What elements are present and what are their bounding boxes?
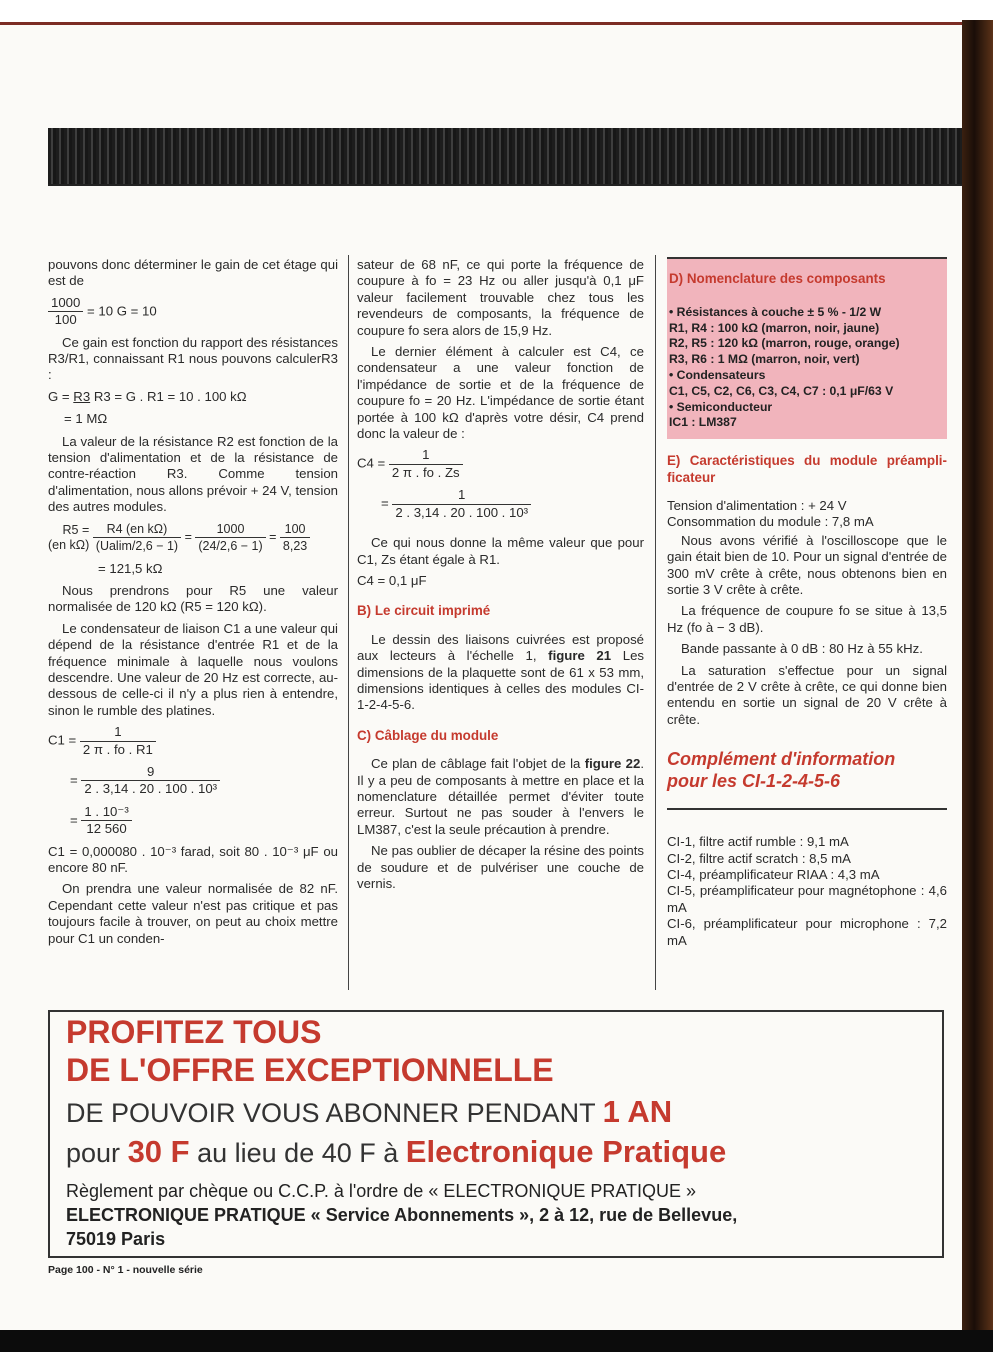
ad-address: ELECTRONIQUE PRATIQUE « Service Abonnements », 2 à 12, rue de Bellevue, [66, 1205, 738, 1225]
denominator: 2 π . fo . R1 [82, 741, 153, 757]
highlight: 30 F [127, 1134, 190, 1169]
equation-text: (en kΩ) [48, 537, 90, 552]
complement-heading [667, 748, 947, 810]
top-rule [0, 22, 993, 70]
equation-text: R3 = G . R1 = 10 . 100 kΩ [93, 388, 247, 404]
numerator: 1 [389, 447, 463, 464]
column-3 [667, 257, 947, 949]
list-item: CI-4, préamplificateur RIAA : 4,3 mA [667, 867, 880, 883]
numerator: 1 [80, 724, 156, 741]
subscription-ad [48, 1010, 944, 1258]
denominator: 2 π . fo . Zs [391, 464, 460, 480]
numerator: 1 . 10⁻³ [81, 804, 131, 821]
ad-line [66, 1096, 672, 1129]
list-item: • Résistances à couche ± 5 % - 1/2 W [669, 304, 882, 319]
list-item: CI-5, préamplificateur pour magnétophone : 4,6 mA [667, 883, 947, 915]
numerator: 1000 [51, 294, 81, 310]
highlight: 1 AN [602, 1094, 673, 1129]
paragraph: Nous avons vérifié à l'oscilloscope que le gain était bien de 10. Pour un signal d'entrée de 300 mV crête à crête, nous obtenons bien en sortie 3 V crête à crête. [667, 532, 947, 598]
numerator: R4 (en kΩ) [93, 521, 181, 538]
figure-ref: figure 22 [584, 756, 641, 772]
text: au lieu de 40 F à [197, 1138, 399, 1168]
paragraph: La fréquence de coupure fo se situe à 13,5 Hz (fo à − 3 dB). [667, 603, 947, 635]
equation-c4 [357, 447, 644, 481]
list-item: C1, C5, C2, C6, C3, C4, C7 : 0,1 μF/63 V [669, 383, 894, 398]
text: DE POUVOIR VOUS ABONNER PENDANT [66, 1098, 596, 1128]
list-item: • Semiconducteur [669, 399, 773, 414]
equation-c4-step: = $\frac{1}{\text{2 . 3,14 . 20 . 100 . 10³}}$ [357, 487, 644, 521]
equation-result: C4 = 0,1 μF [357, 572, 427, 588]
paragraph: La saturation s'effectue pour un signal d'entrée de 2 V crête à crête, ce qui donne bien entendu en sortie un signal de 20 V crête à crête. [667, 662, 947, 727]
list-item: IC1 : LM387 [669, 415, 737, 430]
equation-result: = 1 MΩ [64, 411, 108, 427]
text: pour [66, 1138, 121, 1168]
equation-g [48, 389, 338, 405]
denominator: 2 . 3,14 . 20 . 100 . 10³ [84, 781, 218, 797]
paragraph: Ce qui nous donne la même valeur que pour C1, Zs étant égale à R1. [357, 535, 644, 567]
top-margin [0, 0, 993, 22]
equation-text: C1 = [48, 732, 77, 748]
paragraph [357, 632, 644, 714]
denominator: 8,23 [282, 539, 308, 554]
section-heading-c: C) Câblage du module [357, 727, 499, 743]
list-item: CI-6, préamplificateur pour microphone : 7,2 mA [667, 916, 947, 948]
equation-c1 [48, 724, 338, 758]
paragraph: sateur de 68 nF, ce qui porte la fréquence de coupure à fo = 23 Hz ou aller jusqu'à 0,1 μF valeur facilement trouvable chez tous les revendeurs de composants, la fréquence de coupure fo sera alors de 15,9 Hz. [357, 257, 644, 338]
spec-line: Consommation du module : 7,8 mA [667, 514, 874, 530]
ad-headline: DE L'OFFRE EXCEPTIONNELLE [66, 1052, 554, 1088]
equation-c1-step: = $\frac{9}{\text{2 . 3,14 . 20 . 100 . 10³}}$ [48, 764, 338, 798]
list-item: CI-1, filtre actif rumble : 9,1 mA [667, 834, 849, 850]
ad-address: 75019 Paris [66, 1229, 166, 1249]
paragraph: Le dernier élément à calculer est C4, ce condensateur a une valeur fonction de l'impédance de sortie et de la fréquence de coupure fo = 20 Hz. L'impédance de sortie étant portée à 100 kΩ d'après votre désir, C4 prend donc la valeur de : [357, 344, 644, 442]
equation-text: C4 = [357, 455, 386, 471]
text: Les dimensions de la plaquette sont de 61 x 53 mm, dimensions identiques à celles des modules CI-1-2-4-5-6. [357, 648, 645, 713]
paragraph [357, 756, 644, 838]
column-divider [348, 255, 349, 990]
column-divider [655, 255, 656, 990]
figure-ref: figure 21 [548, 648, 612, 664]
text: . Il y a peu de composants à mettre en place et la nomenclature détaillée permet d'éviter toute erreur. Surtout ne pas souder à l'envers le LM387, c'est la seule précaution à prendre. [357, 756, 645, 837]
equation-result: = 121,5 kΩ [98, 560, 163, 576]
magazine-name: Electronique Pratique [405, 1134, 727, 1169]
paragraph: On prendra une valeur normalisée de 82 nF. Cependant cette valeur n'est pas critique et pas toujours facile à trouver, on peut au choix mettre pour C1 un conden- [48, 881, 338, 946]
equation-r5: R5 = (en kΩ) $\frac{\text{R4 (en kΩ)}}{(Ualim/2,6 - 1)}$ = $\frac{1000}{(24/2,6 - 1)}$ = $\frac{100}{8,23}$ [48, 521, 338, 555]
equation-c1-step: = $\frac{\text{1 . 10⁻³}}{12 560}$ [48, 804, 338, 838]
numerator: 1000 [195, 521, 265, 538]
text: Ce plan de câblage fait l'objet de la [371, 756, 581, 772]
nomenclature-box [667, 257, 947, 439]
section-heading-d: D) Nomenclature des composants [669, 271, 886, 286]
paragraph: Le condensateur de liaison C1 a une valeur qui dépend de la résistance d'entrée R1 et de la fréquence minimale à laquelle nous voulons descendre. Une valeur de 20 Hz est correcte, au-dessous de celle-ci il n'y a plus rien à entendre, sinon le rumble des platines. [48, 620, 338, 718]
paragraph: Ce gain est fonction du rapport des résistances R3/R1, connaissant R1 nous pouvons calculerR3 : [48, 334, 338, 383]
equation-text: R5 = [62, 522, 90, 537]
bottom-margin [0, 1330, 993, 1352]
paragraph: La valeur de la résistance R2 est fonction de la tension d'alimentation et de la résistance de contre-réaction R3. Comme tension d'alimentation, nous allons prévoir + 24 V, tension des autres modules. [48, 433, 338, 515]
list-item: R2, R5 : 120 kΩ (marron, rouge, orange) [669, 336, 900, 351]
list-item: R3, R6 : 1 MΩ (marron, noir, vert) [669, 352, 860, 367]
ad-payment: Règlement par chèque ou C.C.P. à l'ordre de « ELECTRONIQUE PRATIQUE » [66, 1181, 697, 1201]
header-band [48, 128, 966, 186]
list-item: • Condensateurs [669, 367, 766, 382]
numerator: 100 [280, 521, 310, 538]
heading-line: Complément d'information [667, 749, 896, 770]
column-1 [48, 257, 338, 952]
paragraph: Ne pas oublier de décaper la résine des points de soudure et de pulvériser une couche de vernis. [357, 843, 644, 891]
paragraph: Bande passante à 0 dB : 80 Hz à 55 kHz. [681, 641, 923, 657]
denominator: (Ualim/2,6 − 1) [95, 539, 179, 554]
numerator: 1 [392, 487, 531, 504]
list-item: CI-2, filtre actif scratch : 8,5 mA [667, 850, 851, 866]
list-item: R1, R4 : 100 kΩ (marron, noir, jaune) [669, 320, 880, 335]
ad-line [66, 1134, 726, 1171]
equation-text: = 10 G = 10 [87, 303, 157, 319]
ad-headline: PROFITEZ TOUS [66, 1014, 322, 1050]
denominator: 100 [48, 311, 83, 328]
page-edge [962, 20, 993, 1332]
denominator: 2 . 3,14 . 20 . 100 . 10³ [395, 504, 529, 520]
equation-text: G = [48, 388, 70, 404]
numerator: 9 [81, 764, 220, 781]
paragraph: C1 = 0,000080 . 10⁻³ farad, soit 80 . 10⁻³ μF ou encore 80 nF. [48, 843, 338, 875]
page-footer: Page 100 - N° 1 - nouvelle série [48, 1264, 203, 1276]
spec-line: Tension d'alimentation : + 24 V [667, 497, 847, 513]
equation-gain [48, 295, 338, 329]
paragraph: pouvons donc déterminer le gain de cet étage qui est de [48, 257, 338, 289]
section-heading-b: B) Le circuit imprimé [357, 603, 491, 619]
denominator: 12 560 [86, 821, 127, 837]
text: Le dessin des liaisons cuivrées est proposé aux lecteurs à l'échelle 1, [357, 631, 644, 664]
paragraph: Nous prendrons pour R5 une valeur normalisée de 120 kΩ (R5 = 120 kΩ). [48, 582, 338, 615]
denominator: (24/2,6 − 1) [198, 539, 263, 554]
column-2 [357, 257, 644, 897]
section-heading-e: E) Caractéristiques du module préamplificateur [667, 453, 947, 485]
equation-text: R3 [73, 388, 91, 404]
heading-line: pour les CI-1-2-4-5-6 [667, 771, 841, 792]
